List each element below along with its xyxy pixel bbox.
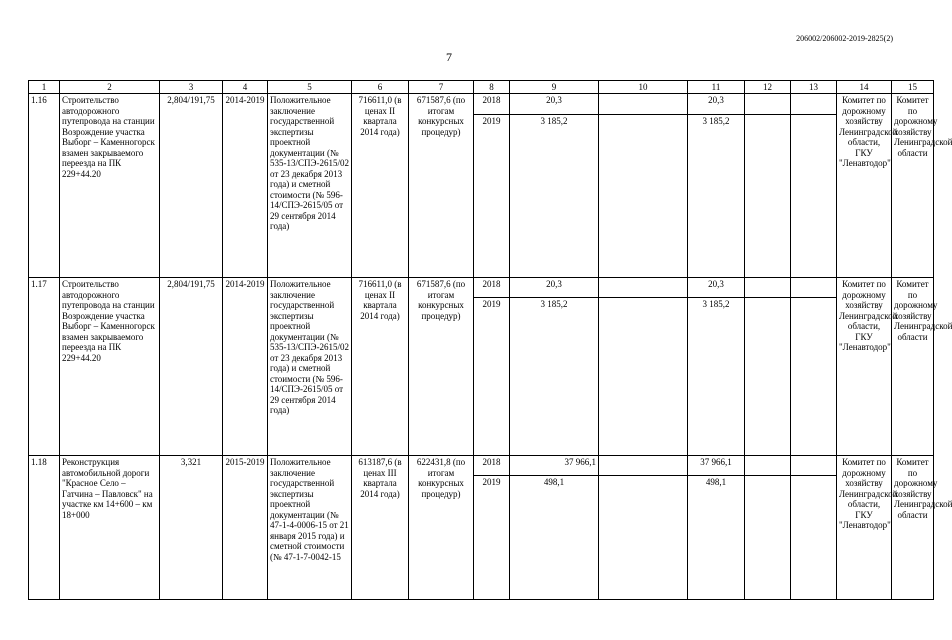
year: 2019 — [474, 298, 510, 456]
cost-estimate: 613187,6 (в ценах III квартала 2014 года) — [352, 456, 409, 600]
object-name: Строительство автодорожного путепровода на станции Возрождение участка Выборг – Каменногорск взамен закрываемого переезда на ПК 229+44.20 — [60, 94, 160, 278]
col-header: 14 — [837, 81, 892, 94]
value-col10 — [599, 298, 688, 456]
cost-tender: 671587,6 (по итогам конкурсных процедур) — [409, 278, 474, 456]
col-header: 2 — [60, 81, 160, 94]
value-col9: 37 966,1 — [510, 456, 599, 476]
value-col13 — [791, 298, 837, 456]
value-col11: 20,3 — [688, 278, 745, 298]
customer: Комитет по дорожному хозяйству Ленинградской области, ГКУ "Ленавтодор" — [837, 456, 892, 600]
value-col12 — [745, 94, 791, 115]
col-header: 4 — [223, 81, 268, 94]
capacity: 2,804/191,75 — [160, 94, 223, 278]
year: 2018 — [474, 278, 510, 298]
row-number: 1.18 — [29, 456, 60, 600]
value-col10 — [599, 278, 688, 298]
col-header: 3 — [160, 81, 223, 94]
cost-estimate: 716611,0 (в ценах II квартала 2014 года) — [352, 278, 409, 456]
value-col11: 3 185,2 — [688, 298, 745, 456]
period: 2014-2019 — [223, 278, 268, 456]
row-number: 1.16 — [29, 94, 60, 278]
value-col10 — [599, 115, 688, 278]
value-col12 — [745, 456, 791, 476]
col-header: 10 — [599, 81, 688, 94]
col-header: 12 — [745, 81, 791, 94]
value-col9: 3 185,2 — [510, 298, 599, 456]
header-row — [29, 81, 934, 94]
value-col10 — [599, 94, 688, 115]
value-col9: 498,1 — [510, 476, 599, 600]
expertise: Положительное заключение государственной экспертизы проектной документации (№ 47-1-4-0006-15 от 21 января 2015 года) и сметной стоимости (№ 47-1-7-0042-15 — [268, 456, 352, 600]
object-name: Строительство автодорожного путепровода на станции Возрождение участка Выборг – Каменногорск взамен закрываемого переезда на ПК 229+44.20 — [60, 278, 160, 456]
col-header: 6 — [352, 81, 409, 94]
program-table — [28, 80, 952, 600]
value-col12 — [745, 115, 791, 278]
value-col10 — [599, 456, 688, 476]
year: 2018 — [474, 456, 510, 476]
recipient: Комитет по дорожному хозяйству Ленинградской области — [892, 94, 934, 278]
table-row — [29, 94, 934, 115]
year: 2019 — [474, 115, 510, 278]
col-header: 7 — [409, 81, 474, 94]
customer: Комитет по дорожному хозяйству Ленинградской области, ГКУ "Ленавтодор" — [837, 278, 892, 456]
value-col12 — [745, 476, 791, 600]
table-row — [29, 456, 934, 476]
value-col13 — [791, 476, 837, 600]
cost-estimate: 716611,0 (в ценах II квартала 2014 года) — [352, 94, 409, 278]
object-name: Реконструкция автомобильной дороги "Красное Село – Гатчина – Павловск" на участке км 14+600 – км 18+000 — [60, 456, 160, 600]
value-col9: 3 185,2 — [510, 115, 599, 278]
value-col9: 20,3 — [510, 94, 599, 115]
recipient: Комитет по дорожному хозяйству Ленинградской области — [892, 456, 934, 600]
period: 2014-2019 — [223, 94, 268, 278]
year: 2019 — [474, 476, 510, 600]
value-col11: 3 185,2 — [688, 115, 745, 278]
page-number: 7 — [446, 50, 452, 64]
col-header: 11 — [688, 81, 745, 94]
value-col9: 20,3 — [510, 278, 599, 298]
col-header: 15 — [892, 81, 934, 94]
period: 2015-2019 — [223, 456, 268, 600]
expertise: Положительное заключение государственной экспертизы проектной документации (№ 535-13/СПЭ-2615/02 от 23 декабря 2013 года) и сметной стоимости (№ 596-14/СПЭ-2615/05 от 29 сентября 2014 года) — [268, 278, 352, 456]
customer: Комитет по дорожному хозяйству Ленинградской области, ГКУ "Ленавтодор" — [837, 94, 892, 278]
value-col12 — [745, 278, 791, 298]
cost-tender: 671587,6 (по итогам конкурсных процедур) — [409, 94, 474, 278]
recipient: Комитет по дорожному хозяйству Ленинградской области — [892, 278, 934, 456]
value-col10 — [599, 476, 688, 600]
value-col13 — [791, 456, 837, 476]
value-col11: 37 966,1 — [688, 456, 745, 476]
capacity: 3,321 — [160, 456, 223, 600]
col-header: 5 — [268, 81, 352, 94]
capacity: 2,804/191,75 — [160, 278, 223, 456]
col-header: 9 — [510, 81, 599, 94]
value-col11: 20,3 — [688, 94, 745, 115]
expertise: Положительное заключение государственной экспертизы проектной документации (№ 535-13/СПЭ-2615/02 от 23 декабря 2013 года) и сметной стоимости (№ 596-14/СПЭ-2615/05 от 29 сентября 2014 года) — [268, 94, 352, 278]
col-header: 8 — [474, 81, 510, 94]
value-col13 — [791, 115, 837, 278]
col-header: 1 — [29, 81, 60, 94]
value-col12 — [745, 298, 791, 456]
table-row — [29, 278, 934, 298]
cost-tender: 622431,8 (по итогам конкурсных процедур) — [409, 456, 474, 600]
row-number: 1.17 — [29, 278, 60, 456]
value-col13 — [791, 278, 837, 298]
year: 2018 — [474, 94, 510, 115]
value-col13 — [791, 94, 837, 115]
col-header: 13 — [791, 81, 837, 94]
document-number: 206002/206002-2019-2825(2) — [796, 34, 893, 43]
value-col11: 498,1 — [688, 476, 745, 600]
